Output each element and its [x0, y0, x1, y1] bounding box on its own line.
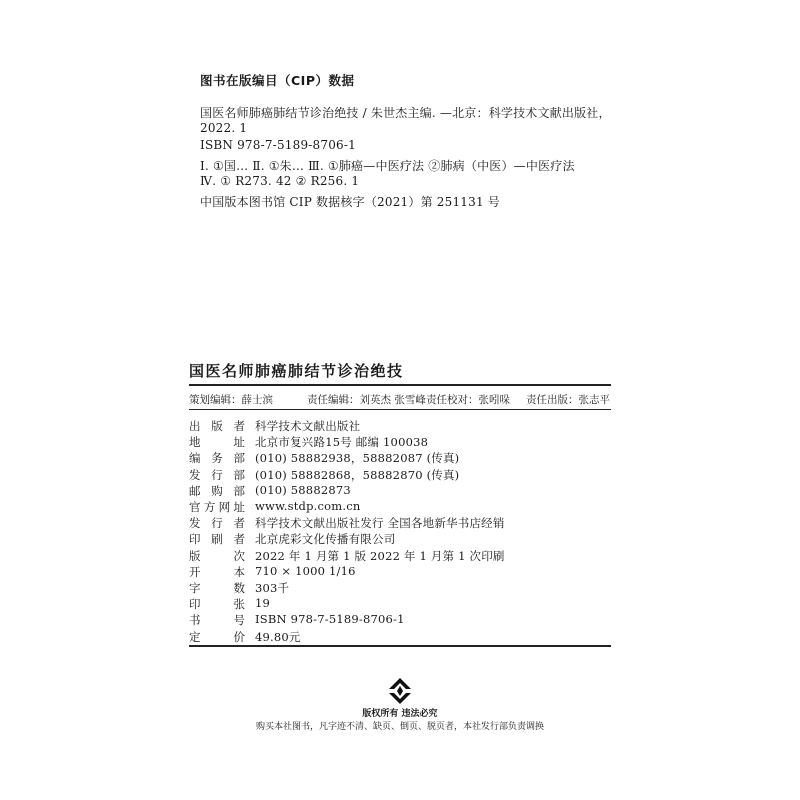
info-label	[189, 564, 245, 580]
info-value: 710 × 1000 1/16	[255, 563, 356, 578]
info-value: www.stdp.com.cn	[255, 499, 361, 513]
info-label-char: 址	[233, 500, 245, 514]
info-label-char: 定	[189, 629, 201, 644]
info-label-char: 编	[189, 451, 201, 466]
info-label	[189, 596, 245, 612]
title-rule	[189, 384, 611, 386]
cip-line-subjects: Ⅰ. ①国… Ⅱ. ①朱… Ⅲ. ①肺癌—中医疗法 ②肺病（中医）—中医疗法	[200, 159, 575, 173]
cip-line-classification: Ⅳ. ① R273. 42 ② R256. 1	[200, 174, 360, 188]
credits-rule	[189, 409, 611, 410]
info-label	[189, 483, 245, 499]
info-value: (010) 58882873	[255, 482, 351, 497]
info-label-char: 购	[211, 483, 223, 498]
info-label-char: 务	[211, 451, 223, 466]
info-value: 北京虎彩文化传播有限公司	[255, 532, 396, 547]
info-label-char: 者	[233, 516, 245, 531]
info-label-char: 本	[233, 564, 245, 579]
info-value: 303千	[255, 581, 290, 595]
info-label-char: 部	[233, 467, 245, 482]
info-label-char: 出	[189, 419, 201, 433]
proofreader: 责任校对：张吲哚	[426, 394, 510, 406]
info-value: 北京市复兴路15号 邮编 100038	[255, 435, 429, 450]
info-label-char: 邮	[189, 483, 201, 498]
info-label-char: 方	[203, 500, 216, 514]
info-label	[189, 515, 245, 531]
info-label-char: 者	[233, 532, 245, 547]
info-value: (010) 58882938，58882087 (传真)	[255, 451, 460, 466]
publisher-logo-icon	[385, 676, 415, 706]
info-value: (010) 58882868，58882870 (传真)	[255, 467, 460, 482]
info-value: 科学技术文献出版社	[255, 419, 361, 433]
info-value: 19	[255, 596, 271, 611]
info-label-char: 发	[189, 516, 201, 531]
cip-line-isbn: ISBN 978-7-5189-8706-1	[200, 138, 356, 152]
info-label-char: 网	[218, 500, 231, 514]
info-label-char: 版	[211, 419, 223, 433]
cip-line-record-number: 中国版本图书馆 CIP 数据核字（2021）第 251131 号	[200, 195, 501, 209]
info-label	[189, 580, 245, 596]
info-label-char: 刷	[211, 532, 223, 547]
info-label	[189, 450, 245, 466]
info-label-char: 印	[189, 597, 201, 612]
info-label	[189, 499, 245, 515]
cip-heading: 图书在版编目（CIP）数据	[200, 73, 355, 88]
responsible-editor: 责任编辑：刘英杰 张雪峰	[307, 394, 426, 406]
info-label-char: 次	[233, 548, 245, 563]
book-title: 国医名师肺癌肺结节诊治绝技	[189, 362, 404, 380]
info-label	[189, 434, 245, 450]
info-label	[189, 612, 245, 628]
info-label	[189, 467, 245, 483]
info-label	[189, 531, 245, 547]
info-label-char: 地	[189, 435, 201, 450]
info-label-char: 部	[233, 483, 245, 498]
info-label-char: 版	[189, 548, 201, 563]
info-label-char: 址	[233, 435, 245, 450]
info-label-char: 张	[233, 597, 245, 612]
info-label-char: 行	[211, 467, 223, 482]
info-label	[189, 629, 245, 645]
publishing-manager: 责任出版：张志平	[526, 394, 610, 406]
info-label	[189, 548, 245, 564]
info-label-char: 印	[189, 532, 201, 547]
info-label-char: 价	[233, 629, 245, 644]
info-label-char: 发	[189, 467, 201, 482]
info-label-char: 部	[233, 451, 245, 466]
info-label-char: 行	[211, 516, 223, 531]
info-label-char: 官	[189, 500, 201, 514]
info-value: 科学技术文献出版社发行 全国各地新华书店经销	[255, 516, 505, 531]
bottom-rule	[189, 645, 611, 647]
copyright-notice: 版权所有 违法必究	[362, 709, 438, 719]
planning-editor: 策划编辑：薛士滨	[189, 394, 273, 406]
info-value: ISBN 978-7-5189-8706-1	[255, 612, 405, 627]
info-label-char: 数	[233, 581, 245, 595]
cip-line-citation: 国医名师肺癌肺结节诊治绝技 / 朱世杰主编. —北京：科学技术文献出版社，	[200, 106, 611, 120]
cip-line-year: 2022. 1	[200, 121, 248, 135]
info-label-char: 号	[233, 613, 245, 628]
info-label-char: 书	[189, 613, 201, 628]
info-label	[189, 418, 245, 434]
info-label-char: 者	[233, 419, 245, 433]
replacement-notice: 购买本社图书，凡字迹不清、缺页、倒页、脱页者，本社发行部负责调换	[255, 722, 544, 732]
info-label-char: 字	[189, 581, 201, 595]
info-value: 49.80元	[255, 629, 301, 644]
info-value: 2022 年 1 月第 1 版 2022 年 1 月第 1 次印刷	[255, 548, 505, 563]
info-label-char: 开	[189, 564, 201, 579]
